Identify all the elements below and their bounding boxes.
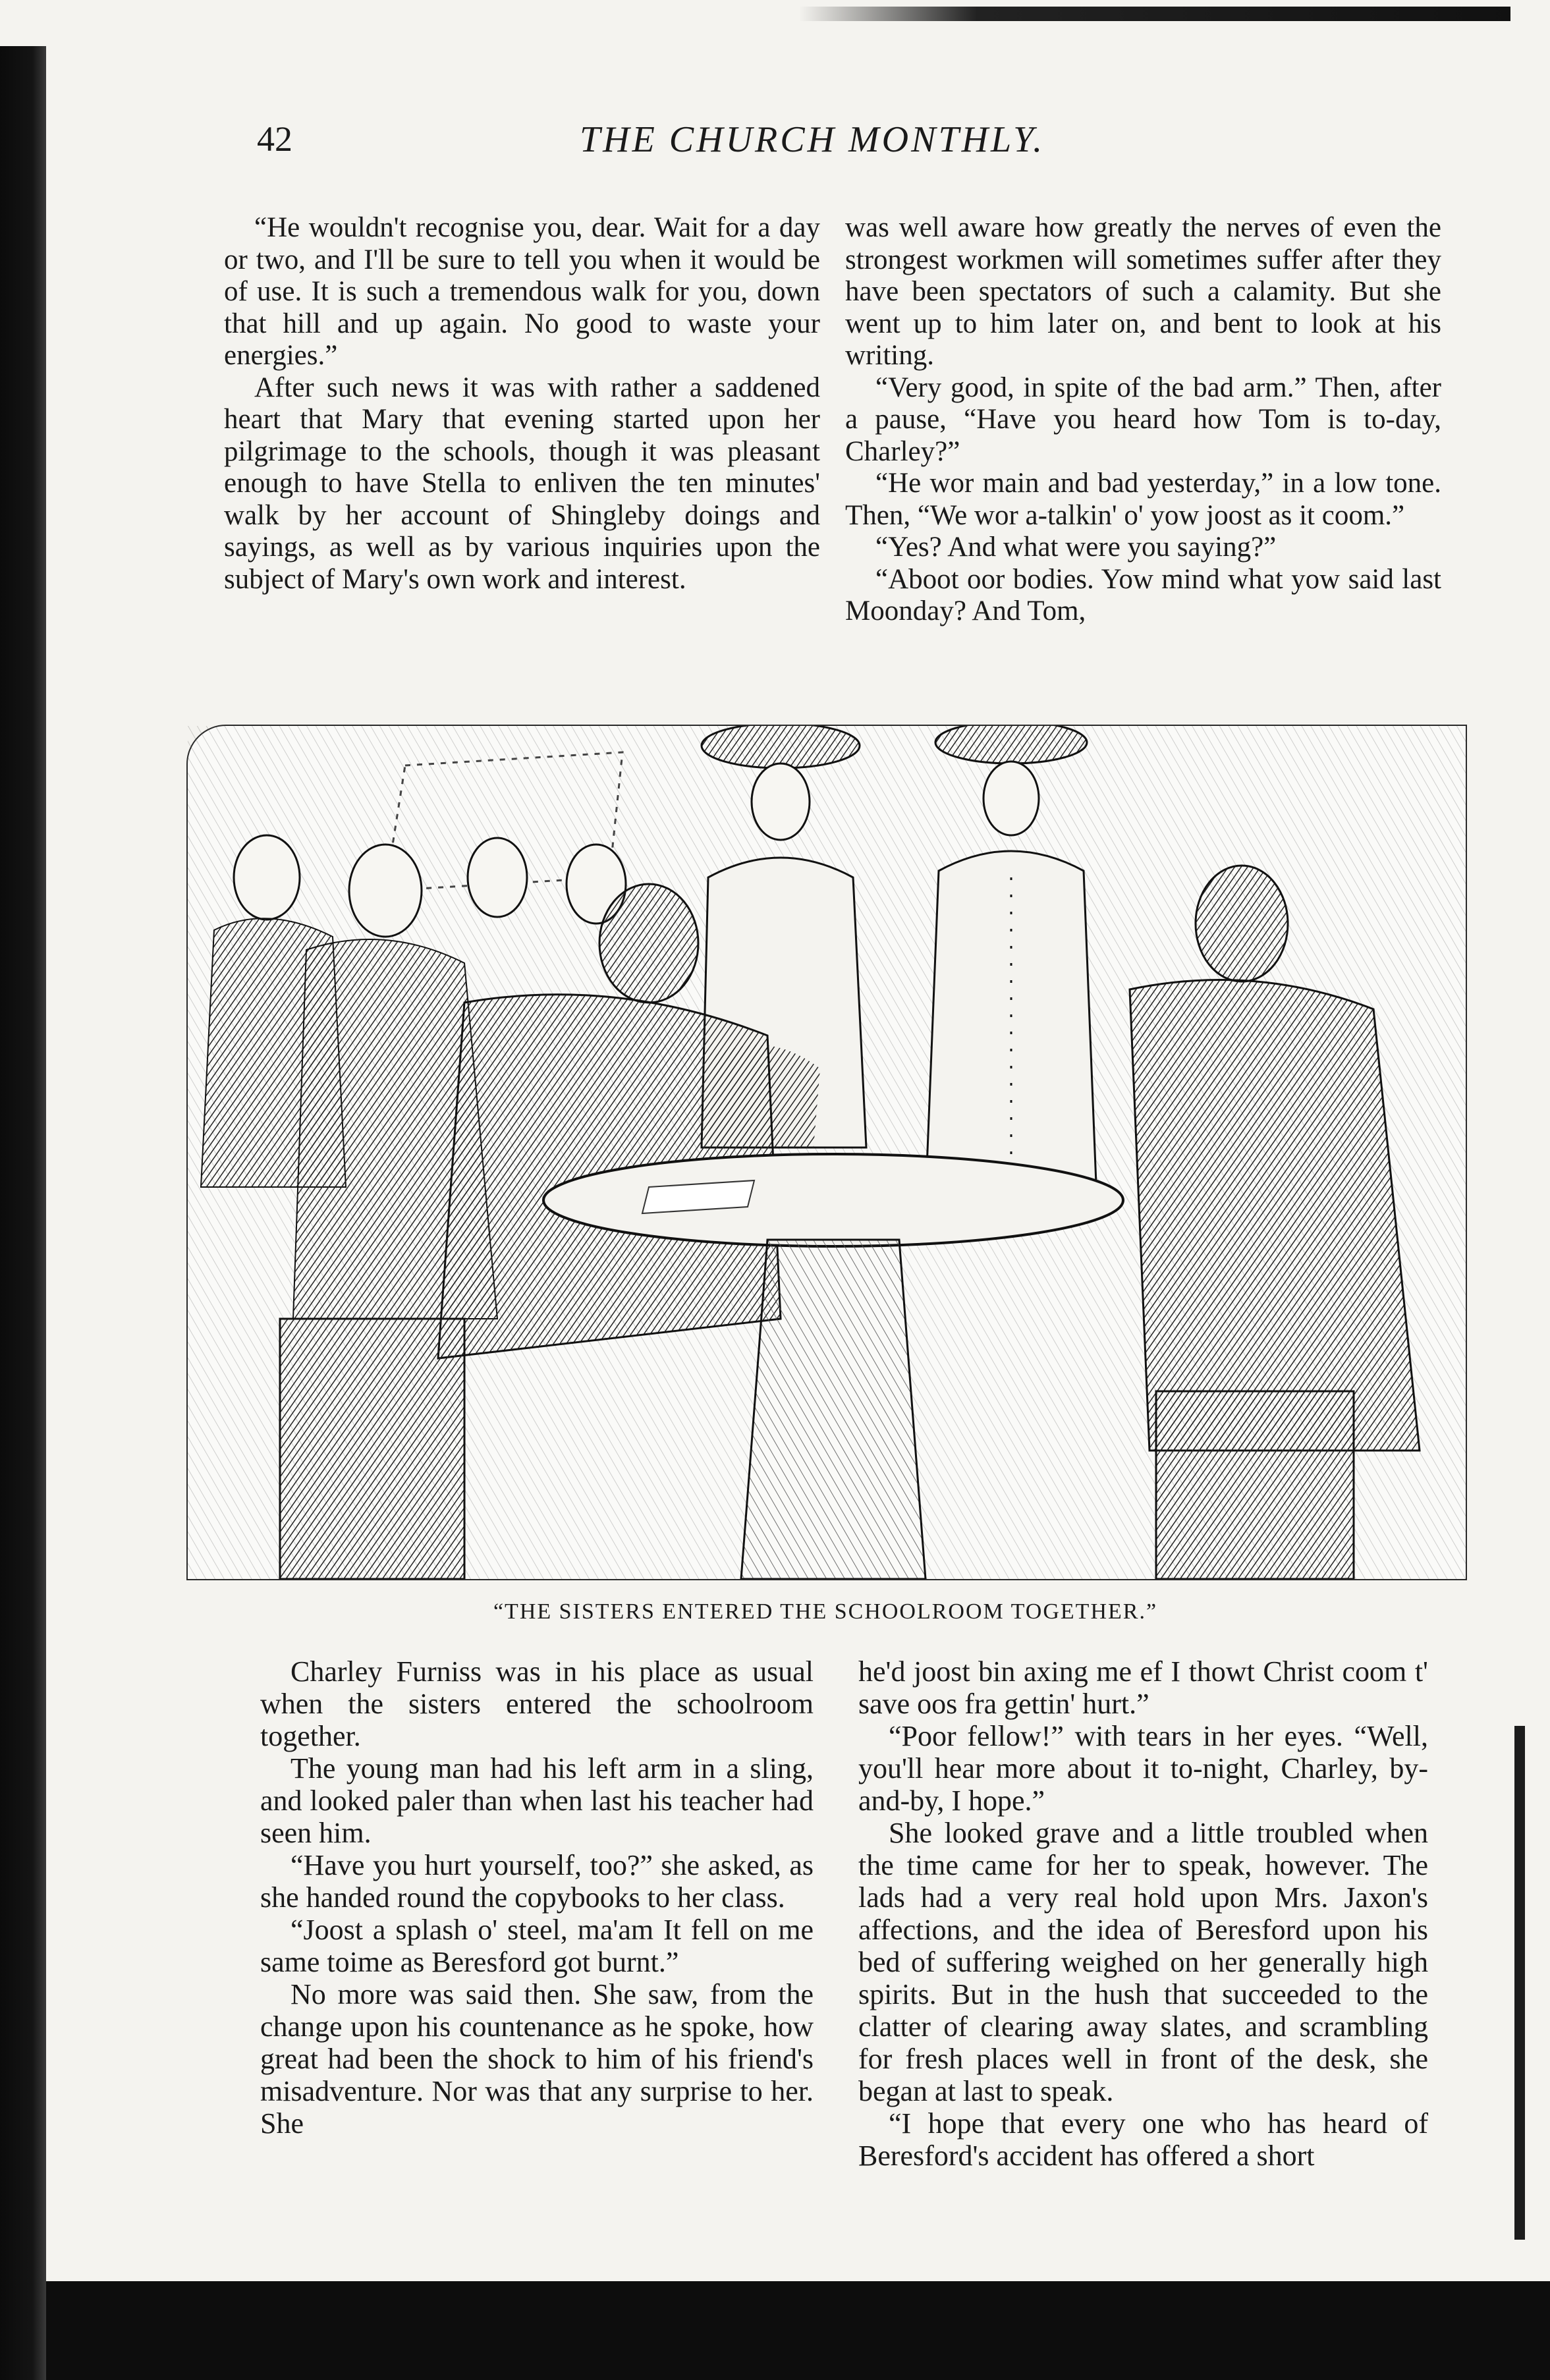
journal-title: THE CHURCH MONTHLY.	[580, 119, 1045, 160]
scan-edge-bottom	[46, 2281, 1550, 2380]
engraving-drawing	[188, 726, 1466, 1579]
scan-edge-left	[0, 46, 46, 2380]
bench-left	[280, 1319, 464, 1579]
scan-edge-right	[1514, 1726, 1525, 2240]
running-head	[257, 119, 1456, 171]
paragraph: The young man had his left arm in a sling, and looked paler than when last his teacher had seen him.	[260, 1752, 814, 1849]
bench-right	[1156, 1391, 1354, 1579]
paragraph: “He wor main and bad yesterday,” in a low tone. Then, “We wor a-talkin' o' yow joost as it coom.”	[845, 468, 1441, 531]
paragraph: “Aboot oor bodies. Yow mind what yow said last Moonday? And Tom,	[845, 563, 1441, 626]
illustration-caption: “THE SISTERS ENTERED THE SCHOOLROOM TOGETHER.”	[493, 1599, 1158, 1624]
paragraph: “I hope that every one who has heard of Beresford's accident has offered a short	[858, 2107, 1428, 2172]
column-top-left	[224, 212, 820, 595]
scan-edge-top	[799, 7, 1510, 21]
paragraph: “He wouldn't recognise you, dear. Wait for a day or two, and I'll be sure to tell you when it would be of use. It is such a tremendous walk for you, down that hill and up again. No good to waste your energies.”	[224, 212, 820, 371]
paragraph: She looked grave and a little troubled when the time came for her to speak, however. The lads had a very real hold upon Mrs. Jaxon's affections, and the idea of Beresford upon his bed of suffering weighed on her generally high spirits. But in the hush that succeeded to the clatter of clearing away slates, and scrambling for fresh places well in front of the desk, she began at last to speak.	[858, 1817, 1428, 2107]
paragraph: was well aware how greatly the nerves of even the strongest workmen will sometimes suffer after they have been spectators of such a calamity. But she went up to him later on, and bent to look at his writing.	[845, 212, 1441, 371]
paragraph: he'd joost bin axing me ef I thowt Christ coom t' save oos fra gettin' hurt.”	[858, 1655, 1428, 1720]
paragraph: “Yes? And what were you saying?”	[875, 532, 1277, 563]
column-bottom-right	[858, 1655, 1428, 2172]
paragraph: No more was said then. She saw, from the change upon his countenance as he spoke, how great had been the shock to him of his friend's misadventure. Nor was that any surprise to her. She	[260, 1978, 814, 2140]
column-bottom-left	[260, 1655, 814, 2140]
paragraph: “Poor fellow!” with tears in her eyes. “Well, you'll hear more about it to-night, Charley, by-and-by, I hope.”	[858, 1720, 1428, 1817]
schoolroom-illustration	[186, 725, 1467, 1580]
column-top-right	[845, 212, 1441, 628]
page-number: 42	[257, 119, 292, 159]
paragraph: After such news it was with rather a saddened heart that Mary that evening started upon her pilgrimage to the schools, though it was pleasant enough to have Stella to enliven the ten minutes' walk by her account of Shingleby doings and sayings, as well as by various inquiries upon the subject of Mary's own work and interest.	[224, 372, 820, 595]
paragraph: Charley Furniss was in his place as usual when the sisters entered the schoolroom together.	[260, 1655, 814, 1752]
paragraph: “Joost a splash o' steel, ma'am It fell on me same toime as Beresford got burnt.”	[260, 1914, 814, 1978]
paragraph: “Very good, in spite of the bad arm.” Then, after a pause, “Have you heard how Tom is to-day, Charley?”	[845, 372, 1441, 467]
paragraph: “Have you hurt yourself, too?” she asked, as she handed round the copybooks to her class.	[260, 1849, 814, 1914]
